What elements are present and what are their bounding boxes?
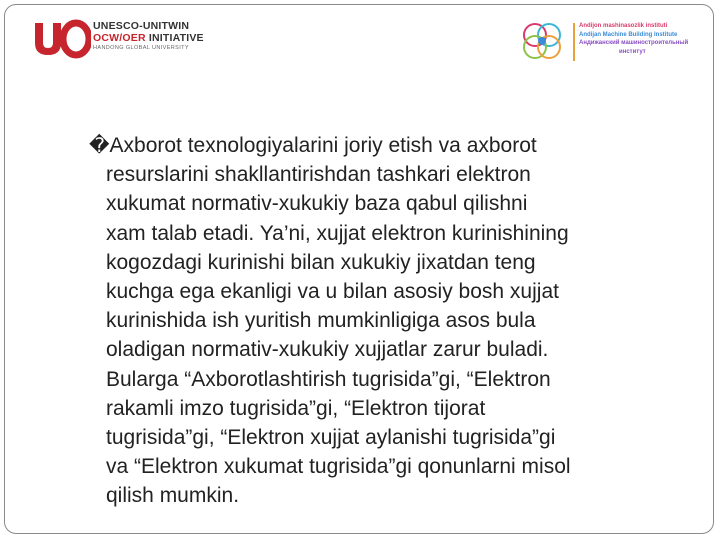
logo-ocw-accent: OCW/OER <box>93 32 146 44</box>
body-paragraph <box>89 131 689 511</box>
logo-ru-name-2: институт <box>619 48 646 55</box>
logo-divider <box>573 23 575 61</box>
body-line: xam talab etadi. Ya’ni, xujjat elektron kurinishining <box>106 221 569 245</box>
body-line: va “Elektron xukumat tugrisida”gi qonunlarni misol <box>106 455 571 479</box>
body-line: Bularga “Axborotlashtirish tugrisida”gi, “Elektron <box>106 367 551 391</box>
body-line: kuchga ega ekanligi va u bilan asosiy bosh xujjat <box>106 280 559 304</box>
uo-logo-mark <box>31 19 91 59</box>
logo-unesco-text: UNESCO-UNITWIN <box>93 20 190 32</box>
unesco-ocw-oer-logo <box>31 19 231 63</box>
body-line: oladigan normativ-xukukiy xujjatlar zarur buladi. <box>106 338 549 362</box>
body-line: qilish mumkin. <box>106 484 240 508</box>
body-line: kurinishida ish yuritish mumkinligiga asos bula <box>106 309 536 333</box>
logo-en-name: Andijan Machine Building Institute <box>579 31 678 38</box>
andijan-logo-emblem <box>517 21 569 61</box>
logo-ocw-text <box>93 32 204 44</box>
body-line: resurslarini shakllantirishdan tashkari elektron <box>106 163 531 187</box>
body-line-text: Axborot texnologiyalarini joriy etish va axborot <box>109 134 537 157</box>
body-line <box>89 131 689 160</box>
logo-initiative-text: INITIATIVE <box>145 32 204 44</box>
slide-frame <box>4 4 714 534</box>
bullet-glyph: � <box>89 133 110 157</box>
body-line: xukumat normativ-xukukiy baza qabul qilishni <box>106 192 528 216</box>
body-line: kogozdagi kurinishi bilan xukukiy jixatdan teng <box>106 250 536 274</box>
body-line: rakamli imzo tugrisida”gi, “Elektron tijorat <box>106 396 486 420</box>
logo-ru-name-1: Андижанский машиностроительный <box>579 40 689 46</box>
andijan-institute-logo <box>517 19 707 65</box>
body-line: tugrisida”gi, “Elektron xujjat aylanishi tugrisida”gi <box>106 426 556 450</box>
logo-uz-name: Andijon mashinasozlik instituti <box>579 23 668 29</box>
logo-handong-text: HANDONG GLOBAL UNIVERSITY <box>93 45 189 51</box>
